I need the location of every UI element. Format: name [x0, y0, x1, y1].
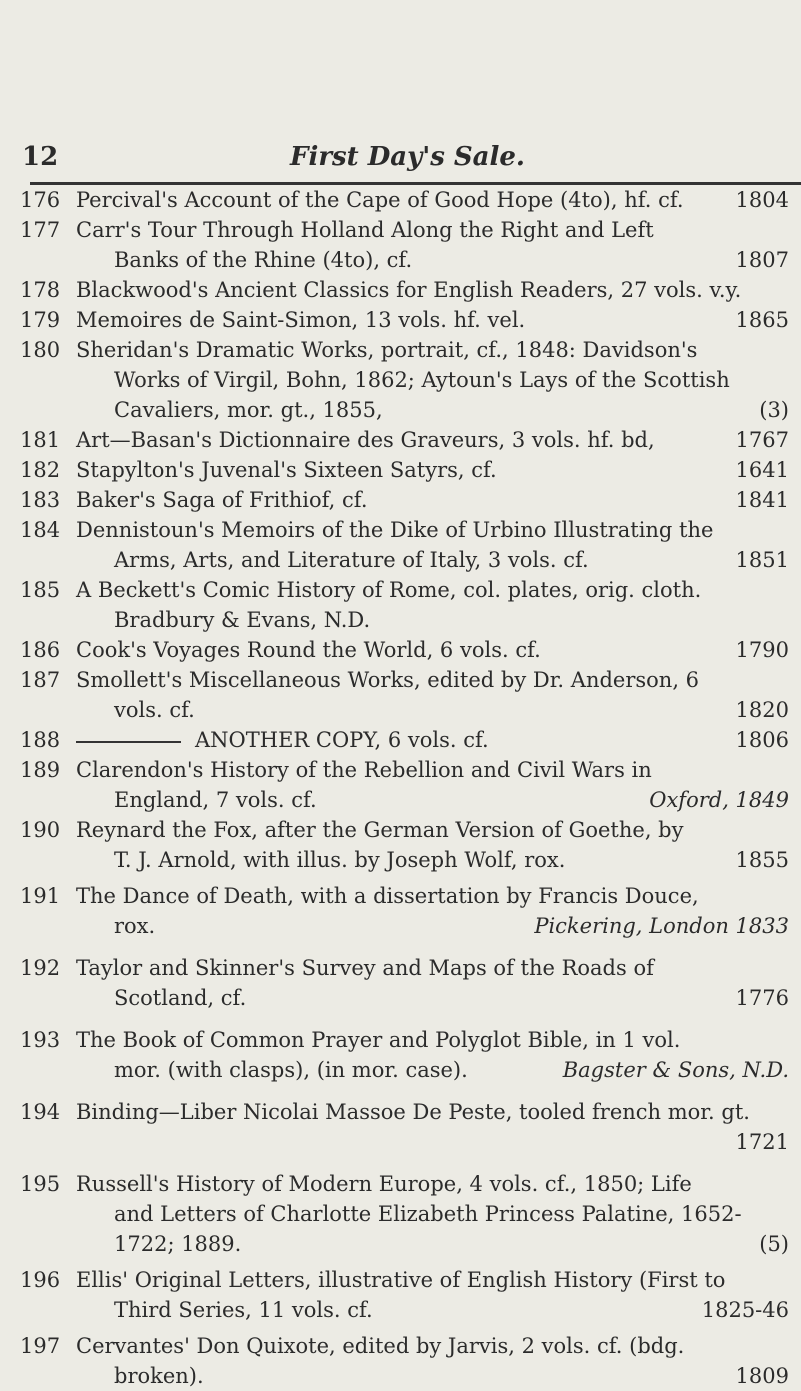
lot-number: 176	[20, 188, 61, 212]
lot-entry	[0, 215, 801, 275]
entry-line	[114, 785, 801, 815]
page-header	[22, 138, 787, 180]
lot-number: 188	[20, 728, 61, 752]
entry-line	[114, 1055, 801, 1085]
lot-description: Ellis' Original Letters, illustrative of English History (First to	[76, 1268, 726, 1292]
entry-line	[114, 245, 801, 275]
lot-entry	[0, 455, 801, 485]
lot-entry	[0, 575, 801, 635]
lot-entry	[0, 1331, 801, 1391]
lot-number: 192	[20, 956, 61, 980]
lot-entry	[0, 755, 801, 815]
entry-line	[76, 953, 801, 983]
entry-line	[76, 1331, 801, 1361]
entry-line	[114, 395, 801, 425]
lot-description: Cervantes' Don Quixote, edited by Jarvis, 2 vols. cf. (bdg.	[76, 1334, 685, 1358]
entry-line	[76, 755, 801, 785]
entry-line	[76, 215, 801, 245]
lot-number: 196	[20, 1268, 61, 1292]
lot-date: 1807	[735, 248, 789, 272]
entry-line	[76, 305, 801, 335]
entry-line	[114, 983, 801, 1013]
lot-description: mor. (with clasps), (in mor. case).	[114, 1058, 468, 1082]
entry-line	[76, 575, 801, 605]
lot-entry	[0, 953, 801, 1013]
lot-date: 1641	[735, 458, 789, 482]
entry-line	[114, 1361, 801, 1391]
lot-description: England, 7 vols. cf.	[114, 788, 317, 812]
lot-date: 1825-46	[701, 1298, 789, 1322]
lot-number: 189	[20, 758, 61, 782]
lot-description: Taylor and Skinner's Survey and Maps of the Roads of	[76, 956, 654, 980]
lot-date: 1855	[735, 848, 789, 872]
lot-date: 1790	[735, 638, 789, 662]
lot-description: Carr's Tour Through Holland Along the Right and Left	[76, 218, 654, 242]
lot-description: Dennistoun's Memoirs of the Dike of Urbino Illustrating the	[76, 518, 714, 542]
lot-entry	[0, 1265, 801, 1325]
lot-entry	[0, 881, 801, 941]
lot-description: Bradbury & Evans, N.D.	[114, 608, 371, 632]
lot-entry	[0, 1025, 801, 1085]
lot-description: Arms, Arts, and Literature of Italy, 3 vols. cf.	[114, 548, 589, 572]
ditto-rule	[76, 741, 181, 743]
lot-description: Smollett's Miscellaneous Works, edited by Dr. Anderson, 6	[76, 668, 700, 692]
lot-description: T. J. Arnold, with illus. by Joseph Wolf, rox.	[114, 848, 566, 872]
lot-date: 1776	[735, 986, 789, 1010]
lot-description: 1722; 1889.	[114, 1232, 242, 1256]
lot-date: (5)	[759, 1232, 789, 1256]
lot-number: 181	[20, 428, 61, 452]
lot-description: ANOTHER COPY, 6 vols. cf.	[195, 728, 489, 752]
lot-date: Pickering, London 1833	[534, 914, 789, 938]
entry-line	[76, 335, 801, 365]
lot-list	[0, 185, 801, 1391]
lot-date: 1804	[735, 188, 789, 212]
lot-entry	[0, 1169, 801, 1259]
lot-number: 180	[20, 338, 61, 362]
lot-description: vols. cf.	[114, 698, 195, 722]
lot-description: Blackwood's Ancient Classics for English Readers, 27 vols. v.y.	[76, 278, 742, 302]
lot-description: Baker's Saga of Frithiof, cf.	[76, 488, 368, 512]
entry-line	[76, 425, 801, 455]
lot-number: 195	[20, 1172, 61, 1196]
lot-entry	[0, 425, 801, 455]
lot-date: 1809	[735, 1364, 789, 1388]
lot-description: broken).	[114, 1364, 204, 1388]
entry-line	[76, 455, 801, 485]
lot-entry	[0, 515, 801, 575]
entry-line	[76, 185, 801, 215]
lot-entry	[0, 725, 801, 755]
lot-entry	[0, 185, 801, 215]
lot-number: 193	[20, 1028, 61, 1052]
lot-number: 187	[20, 668, 61, 692]
entry-line	[76, 1265, 801, 1295]
lot-description: Binding—Liber Nicolai Massoe De Peste, tooled french mor. gt.	[76, 1100, 750, 1124]
lot-entry	[0, 635, 801, 665]
running-title: First Day's Sale.	[290, 142, 525, 172]
lot-number: 190	[20, 818, 61, 842]
entry-line	[76, 635, 801, 665]
lot-entry	[0, 815, 801, 875]
lot-description: Cook's Voyages Round the World, 6 vols. cf.	[76, 638, 541, 662]
lot-date: 1820	[735, 698, 789, 722]
lot-entry	[0, 305, 801, 335]
lot-description: Scotland, cf.	[114, 986, 247, 1010]
entry-line	[114, 545, 801, 575]
entry-line	[76, 725, 801, 755]
entry-line	[114, 365, 801, 395]
lot-number: 178	[20, 278, 61, 302]
lot-date: 1767	[735, 428, 789, 452]
lot-entry	[0, 1097, 801, 1157]
lot-date: Oxford, 1849	[649, 788, 789, 812]
lot-number: 185	[20, 578, 61, 602]
entry-line	[114, 1127, 801, 1157]
lot-date: 1806	[735, 728, 789, 752]
entry-line	[76, 1169, 801, 1199]
lot-date: 1841	[735, 488, 789, 512]
entry-line	[76, 881, 801, 911]
lot-description: Russell's History of Modern Europe, 4 vols. cf., 1850; Life	[76, 1172, 692, 1196]
lot-number: 197	[20, 1334, 61, 1358]
lot-description: Memoires de Saint-Simon, 13 vols. hf. vel.	[76, 308, 526, 332]
entry-line	[76, 665, 801, 695]
entry-line	[76, 515, 801, 545]
lot-description: Art—Basan's Dictionnaire des Graveurs, 3 vols. hf. bd,	[76, 428, 655, 452]
lot-entry	[0, 665, 801, 725]
entry-line	[76, 275, 801, 305]
lot-description: The Book of Common Prayer and Polyglot Bible, in 1 vol.	[76, 1028, 681, 1052]
lot-date: 1721	[735, 1130, 789, 1154]
entry-line	[114, 605, 801, 635]
entry-line	[76, 1097, 801, 1127]
lot-description: A Beckett's Comic History of Rome, col. plates, orig. cloth.	[76, 578, 702, 602]
lot-number: 182	[20, 458, 61, 482]
lot-entry	[0, 485, 801, 515]
lot-description: and Letters of Charlotte Elizabeth Princess Palatine, 1652-	[114, 1202, 742, 1226]
entry-line	[76, 1025, 801, 1055]
lot-date: 1865	[735, 308, 789, 332]
lot-description: Stapylton's Juvenal's Sixteen Satyrs, cf.	[76, 458, 497, 482]
lot-description: Clarendon's History of the Rebellion and Civil Wars in	[76, 758, 652, 782]
lot-date: (3)	[759, 398, 789, 422]
lot-number: 183	[20, 488, 61, 512]
lot-description: Works of Virgil, Bohn, 1862; Aytoun's Lays of the Scottish	[114, 368, 730, 392]
entry-line	[114, 695, 801, 725]
lot-description: Reynard the Fox, after the German Version of Goethe, by	[76, 818, 684, 842]
lot-description: Sheridan's Dramatic Works, portrait, cf., 1848: Davidson's	[76, 338, 698, 362]
lot-entry	[0, 335, 801, 425]
lot-description: The Dance of Death, with a dissertation by Francis Douce,	[76, 884, 699, 908]
entry-line	[114, 1295, 801, 1325]
lot-description: Cavaliers, mor. gt., 1855,	[114, 398, 383, 422]
lot-number: 191	[20, 884, 61, 908]
entry-line	[76, 815, 801, 845]
lot-entry	[0, 275, 801, 305]
lot-description: Banks of the Rhine (4to), cf.	[114, 248, 413, 272]
lot-description: Third Series, 11 vols. cf.	[114, 1298, 373, 1322]
lot-number: 184	[20, 518, 61, 542]
entry-line	[114, 911, 801, 941]
page-number: 12	[22, 142, 59, 172]
lot-date: 1851	[735, 548, 789, 572]
lot-number: 194	[20, 1100, 61, 1124]
lot-description: rox.	[114, 914, 156, 938]
entry-line	[76, 485, 801, 515]
lot-date: Bagster & Sons, N.D.	[562, 1058, 789, 1082]
lot-number: 177	[20, 218, 61, 242]
lot-number: 179	[20, 308, 61, 332]
entry-line	[114, 845, 801, 875]
lot-number: 186	[20, 638, 61, 662]
entry-line	[114, 1199, 801, 1229]
entry-line	[114, 1229, 801, 1259]
lot-description: Percival's Account of the Cape of Good Hope (4to), hf. cf.	[76, 188, 684, 212]
